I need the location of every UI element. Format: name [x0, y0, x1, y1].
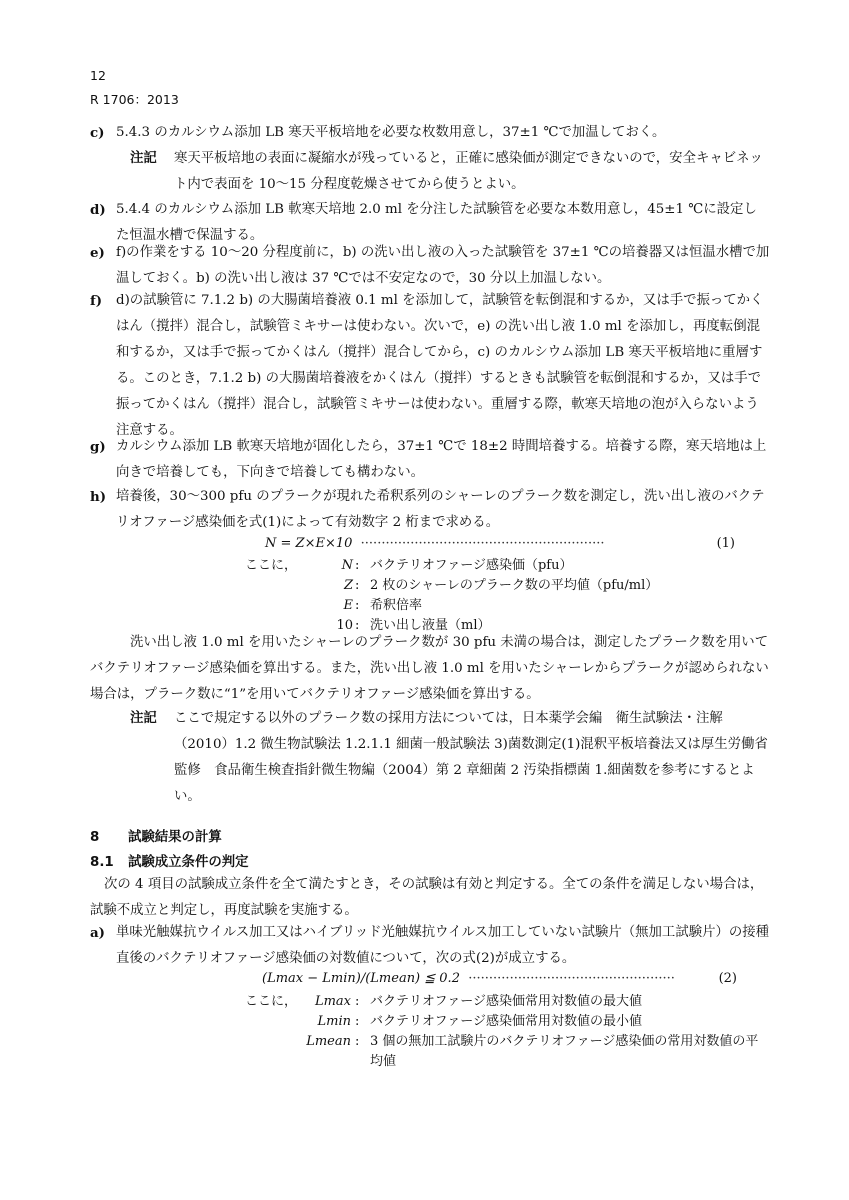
section-heading-8: [90, 826, 222, 845]
variable-symbol: Lmean: [306, 1034, 351, 1049]
variable-description: バクテリオファージ感染価常用対数値の最大値: [370, 994, 642, 1009]
variable-symbol: N: [341, 558, 353, 573]
leader-dots: ··················································: [464, 971, 675, 986]
paragraph-plaque-count: 洗い出し液 1.0 ml を用いたシャーレのプラーク数が 30 pfu 未満の場合は，測定したプラーク数を用いてバクテリオファージ感染価を算出する。また，洗い出し液 1.0 ml を用いたシャーレからプラークが認められない場合は，プラーク数に“1”を用いてバクテリオファージ感染価を算出する。: [90, 635, 769, 702]
item-text: 単味光触媒抗ウイルス加工又はハイブリッド光触媒抗ウイルス加工していない試験片（無加工試験片）の接種直後のバクテリオファージ感染価の対数値について，次の式(2)が成立する。: [116, 925, 770, 966]
note-1: [130, 146, 770, 198]
note-text: 寒天平板培地の表面に凝縮水が残っていると，正確に感染価が測定できないので，安全キャビネット内で表面を 10～15 分程度乾燥させてから使うとよい。: [174, 151, 763, 192]
item-text: f)の作業をする 10～20 分程度前に，b) の洗い出し液の入った試験管を 37±1 ℃の培養器又は恒温水槽で加温しておく。b) の洗い出し液は 37 ℃では不安定なので，30 分以上加温しない。: [116, 245, 770, 286]
variable-symbol: E: [343, 598, 353, 613]
item-label: a): [90, 925, 106, 941]
variable-description: 洗い出し液量（ml）: [370, 618, 491, 633]
list-item-h: [90, 484, 770, 536]
list-item-f: [90, 288, 770, 444]
variable-description: 2 枚のシャーレのプラーク数の平均値（pfu/ml）: [370, 578, 659, 593]
item-label: c): [90, 125, 105, 141]
note-text: ここで規定する以外のプラーク数の採用方法については，日本薬学会編 衛生試験法・注解（2010）1.2 微生物試験法 1.2.1.1 細菌一般試験法 3)菌数測定(1)混釈平板培養法又は厚生労働省監修 食品衛生検査指針微生物編（2004）第 2 章細菌 2 汚染指標菌 1.細菌数を参考にするとよい。: [174, 711, 768, 804]
note-label: 注記: [130, 711, 157, 726]
formula-expression: N = Z×E×10: [265, 536, 353, 551]
item-text: d)の試験管に 7.1.2 b) の大腸菌培養液 0.1 ml を添加して，試験管を転倒混和するか，又は手で振ってかくはん（撹拌）混合し，試験管ミキサーは使わない。次いで，e) の洗い出し液 1.0 ml を添加し，再度転倒混和するか，又は手で振ってかくはん（撹拌）混合してから，c) のカルシウム添加 LB 寒天平板培地に重層する。このとき，7.1.2 b) の大腸菌培養液をかくはん（撹拌）するときも試験管を転倒混和するか，又は手で振ってかくはん（撹拌）混合し，試験管ミキサーは使わない。重層する際，軟寒天培地の泡が入らないよう注意する。: [116, 293, 764, 438]
section-number: 8: [90, 830, 100, 845]
formula-1: [265, 536, 735, 551]
item-text: カルシウム添加 LB 軟寒天培地が固化したら，37±1 ℃で 18±2 時間培養する。培養する際，寒天培地は上向きで培養しても，下向きで培養しても構わない。: [116, 439, 767, 480]
section-heading-8-1: [90, 851, 249, 870]
leader-dots: ···························································: [356, 536, 605, 551]
equation-number: (2): [718, 971, 737, 986]
item-text: 培養後，30～300 pfu のプラークが現れた希釈系列のシャーレのプラーク数を測定し，洗い出し液のバクテリオファージ感染価を式(1)によって有効数字 2 桁まで求める。: [116, 489, 765, 530]
list-item-c: [90, 120, 770, 146]
paragraph-validity-conditions: 次の 4 項目の試験成立条件を全て満たすとき，その試験は有効と判定する。全ての条件を満足しない場合は，試験不成立と判定し，再度試験を実施する。: [90, 877, 764, 918]
where-label: ここに，: [245, 994, 298, 1009]
item-label: f): [90, 293, 103, 309]
section-number: 8.1: [90, 855, 114, 870]
variable-symbol: 10: [336, 618, 353, 633]
variable-description: 3 個の無加工試験片のバクテリオファージ感染価の常用対数値の平均値: [370, 1034, 759, 1069]
standard-number: R 1706：2013: [90, 92, 179, 107]
variable-symbol: Lmax: [314, 994, 351, 1009]
item-label: h): [90, 489, 107, 505]
list-item-g: [90, 434, 770, 486]
formula-2: [262, 971, 737, 986]
section-title: 試験成立条件の判定: [128, 855, 249, 870]
item-label: e): [90, 245, 105, 261]
equation-number: (1): [716, 536, 735, 551]
item-label: d): [90, 202, 106, 218]
item-text: 5.4.4 のカルシウム添加 LB 軟寒天培地 2.0 ml を分注した試験管を必要な本数用意し，45±1 ℃に設定した恒温水槽で保温する。: [116, 202, 757, 243]
item-label: g): [90, 439, 106, 455]
where-label: ここに，: [245, 558, 298, 573]
variable-symbol: Z: [343, 578, 353, 593]
item-text: 5.4.3 のカルシウム添加 LB 寒天平板培地を必要な枚数用意し，37±1 ℃で加温しておく。: [116, 125, 666, 140]
variable-description: 希釈倍率: [370, 598, 423, 613]
formula-expression: (Lmax − Lmin)/(Lmean) ≦ 0.2: [262, 971, 460, 986]
variable-symbol: Lmin: [317, 1014, 351, 1029]
variable-description: バクテリオファージ感染価常用対数値の最小値: [370, 1014, 642, 1029]
list-item-e: [90, 240, 770, 292]
variable-description: バクテリオファージ感染価（pfu）: [370, 558, 573, 573]
section-title: 試験結果の計算: [128, 830, 222, 845]
page-number: 12: [90, 68, 106, 83]
list-item-a: [90, 920, 770, 972]
note-label: 注記: [130, 151, 157, 166]
note-2: [130, 706, 770, 810]
